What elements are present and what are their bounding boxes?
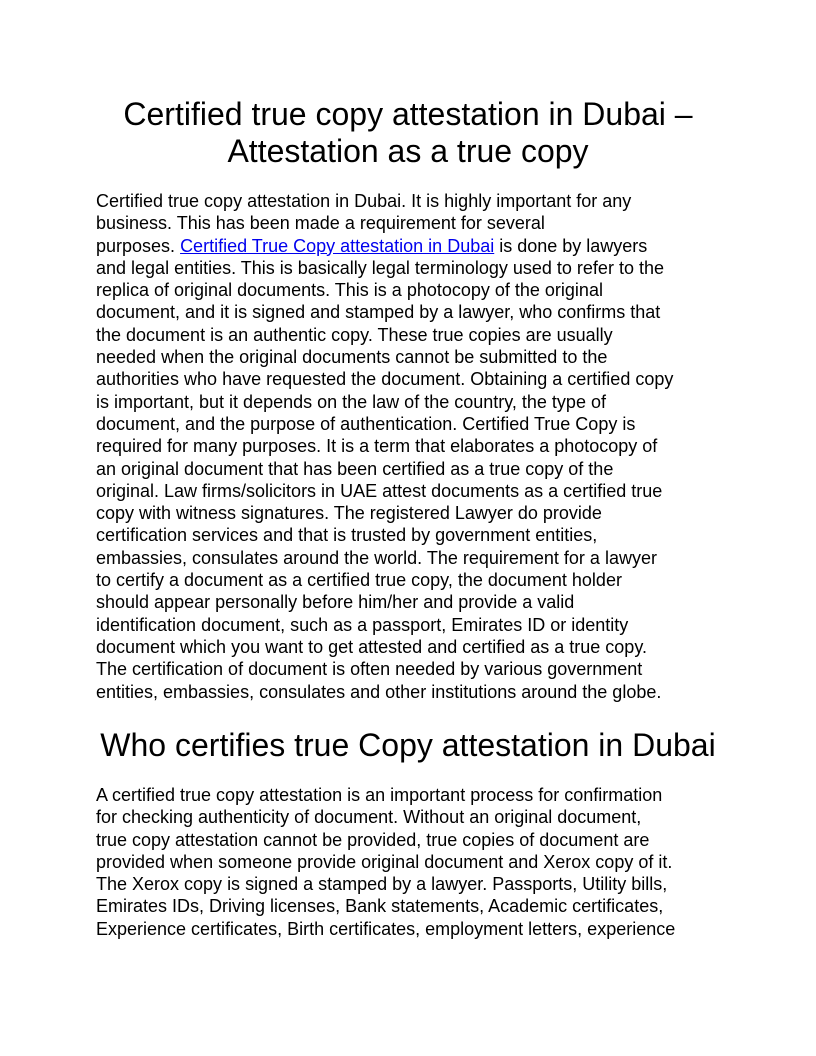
page-content [96, 96, 720, 939]
paragraph-line: embassies, consulates around the world. The requirement for a lawyer [96, 547, 657, 568]
paragraph-line: copy with witness signatures. The registered Lawyer do provide [96, 503, 602, 524]
paragraph-line: identification document, such as a passport, Emirates ID or identity [96, 614, 629, 635]
intro-paragraph [96, 190, 720, 703]
paragraph-line: is important, but it depends on the law of the country, the type of [96, 391, 606, 412]
section-heading: Who certifies true Copy attestation in Dubai [100, 727, 716, 763]
paragraph-line: provided when someone provide original document and Xerox copy of it. [96, 851, 673, 872]
paragraph-line: certification services and that is trusted by government entities, [96, 525, 598, 546]
paragraph-line: should appear personally before him/her and provide a valid [96, 592, 575, 613]
title-line-1: Certified true copy attestation in Dubai – [123, 96, 693, 132]
paragraph-line: replica of original documents. This is a photocopy of the original [96, 280, 603, 301]
paragraph-line: The certification of document is often needed by various government [96, 659, 643, 680]
paragraph-line: and legal entities. This is basically legal terminology used to refer to the [96, 257, 664, 278]
section-paragraph [96, 784, 720, 940]
paragraph-line: Experience certificates, Birth certificates, employment letters, experience [96, 918, 676, 939]
link-prefix-text: purposes. [96, 235, 181, 256]
paragraph-line: entities, embassies, consulates and other institutions around the globe. [96, 681, 662, 702]
page-title [96, 96, 720, 170]
paragraph-line: Certified true copy attestation in Dubai. It is highly important for any [96, 191, 632, 211]
paragraph-line: for checking authenticity of document. Without an original document, [96, 807, 642, 828]
paragraph-line: required for many purposes. It is a term that elaborates a photocopy of [96, 436, 658, 457]
paragraph-line: A certified true copy attestation is an important process for confirmation [96, 785, 663, 805]
paragraph-line: The Xerox copy is signed a stamped by a lawyer. Passports, Utility bills, [96, 874, 668, 895]
paragraph-line: to certify a document as a certified true copy, the document holder [96, 570, 622, 591]
paragraph-line: document which you want to get attested and certified as a true copy. [96, 636, 647, 657]
paragraph-line-with-link [96, 235, 720, 257]
paragraph-line: Emirates IDs, Driving licenses, Bank statements, Academic certificates, [96, 896, 664, 917]
link-suffix-text: is done by lawyers [494, 235, 648, 256]
paragraph-line: document, and it is signed and stamped by a lawyer, who confirms that [96, 302, 661, 323]
paragraph-line: true copy attestation cannot be provided, true copies of document are [96, 829, 650, 850]
certified-true-copy-link[interactable]: Certified True Copy attestation in Dubai [180, 235, 495, 256]
title-line-2: Attestation as a true copy [227, 133, 589, 169]
paragraph-line: the document is an authentic copy. These true copies are usually [96, 324, 613, 345]
paragraph-line: original. Law firms/solicitors in UAE attest documents as a certified true [96, 480, 663, 501]
paragraph-line: an original document that has been certified as a true copy of the [96, 458, 614, 479]
paragraph-line: needed when the original documents cannot be submitted to the [96, 347, 608, 368]
paragraph-line: authorities who have requested the document. Obtaining a certified copy [96, 369, 674, 390]
paragraph-line: document, and the purpose of authentication. Certified True Copy is [96, 413, 636, 434]
paragraph-line: business. This has been made a requirement for several [96, 213, 545, 234]
